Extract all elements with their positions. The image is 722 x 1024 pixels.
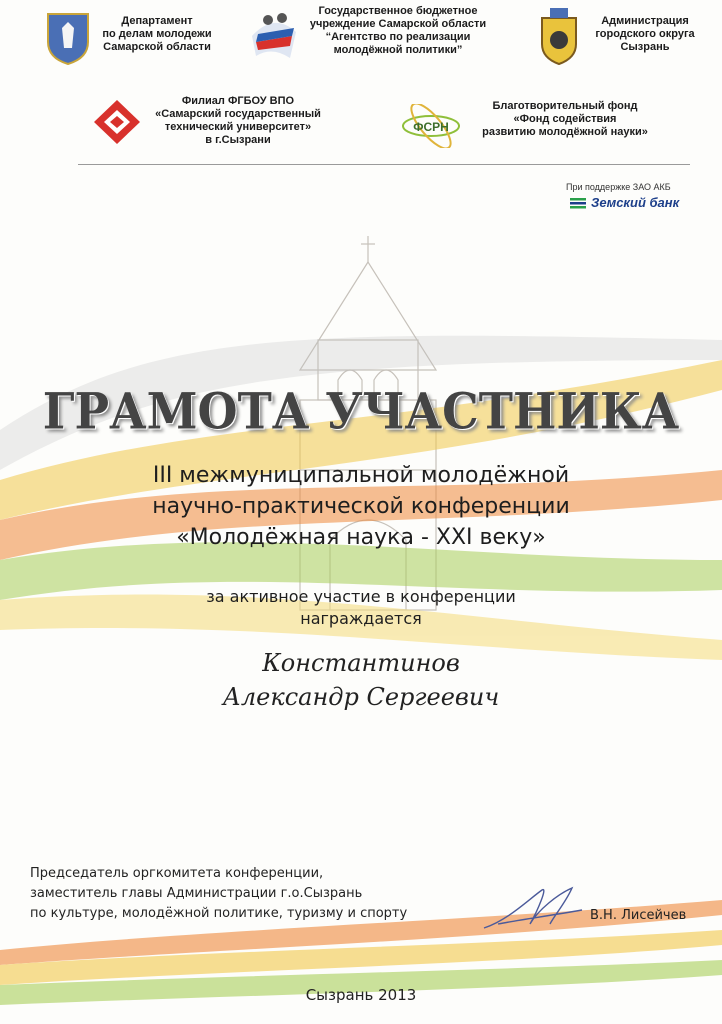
footer-city-year: Сызрань 2013 xyxy=(305,986,417,1004)
fsrn-logo-text: ФСРН xyxy=(413,120,449,134)
recipient-name: Константинов Александр Сергеевич xyxy=(222,649,500,711)
signatory-position: Председатель оргкомитета конференции, заместитель главы Администрации г.о.Сызрань по культуре, молодёжной политике, туризму и спорту xyxy=(30,866,408,921)
handwritten-signature xyxy=(478,880,588,940)
bank-stripes-icon xyxy=(570,196,588,210)
support-text: При поддержке ЗАО АКБ xyxy=(566,182,671,192)
samara-coat-of-arms-icon xyxy=(42,8,94,66)
award-text: за активное участие в конференции награждается xyxy=(206,587,516,628)
certificate-title: ГРАМОТА УЧАСТНИКА xyxy=(42,381,680,441)
header-divider xyxy=(78,164,690,165)
org-youth-department: Департамент по делам молодежи Самарской области xyxy=(102,15,212,53)
org-syzran-administration: Администрация городского округа Сызрань xyxy=(595,15,695,53)
org-university-branch: Филиал ФГБОУ ВПО «Самарский государственный технический университет» в г.Сызрани xyxy=(155,95,321,146)
conference-name: III межмуниципальной молодёжной научно-практической конференции «Молодёжная наука - XXI веку» xyxy=(152,463,570,550)
syzran-coat-of-arms-icon xyxy=(534,6,584,66)
org-youth-agency: Государственное бюджетное учреждение Самарской области “Агентство по реализации молодёжной политики” xyxy=(309,5,487,56)
bank-name: Земский банк xyxy=(591,195,680,210)
fsrn-logo-icon xyxy=(400,104,462,148)
bank-logo xyxy=(570,195,679,210)
university-logo-icon xyxy=(90,98,144,148)
org-science-fund: Благотворительный фонд «Фонд содействия развитию молодёжной науки» xyxy=(482,100,648,138)
signatory-name: В.Н. Лисейчев xyxy=(590,908,687,923)
youth-agency-logo-icon xyxy=(246,6,302,64)
